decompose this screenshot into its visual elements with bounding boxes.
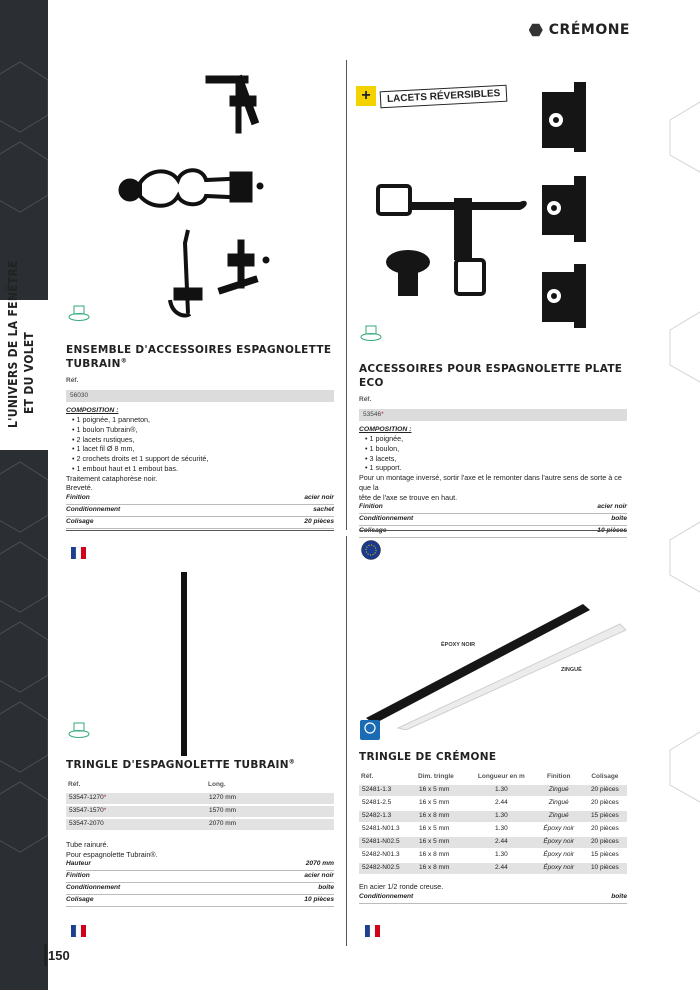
note: Breveté. (66, 483, 93, 493)
list-item: • 1 boulon, (365, 444, 627, 454)
page-number: 150 (48, 948, 70, 963)
rod-table (66, 778, 334, 832)
table-row: 53547-1570* 1570 mm (66, 806, 334, 817)
section-title-text: CRÉMONE (548, 22, 630, 38)
product-2-title: ACCESSOIRES POUR ESPAGNOLETTE PLATE ECO (359, 363, 623, 390)
sidebar-label (2, 260, 46, 440)
table-row: 52482-1.3 16 x 8 mm 1.30 Zingué 15 pièces (359, 811, 627, 822)
tubrain-logo (68, 305, 90, 321)
spec-row (359, 526, 627, 538)
ref-value: 53546* (359, 409, 627, 421)
table-row: 52481-1.3 16 x 5 mm 1.30 Zingué 20 pièces (359, 785, 627, 796)
spec-row: Colisage 20 pièces (66, 517, 334, 529)
product-4-title: TRINGLE DE CRÉMONE (359, 751, 497, 763)
note: tête de l'axe se trouve en haut. (359, 492, 458, 502)
list-item: • 1 embout haut et 1 embout bas. (72, 464, 334, 474)
made-in-france-icon (67, 920, 89, 942)
product-2 (359, 362, 627, 538)
spec-row: Conditionnement boîte (66, 883, 334, 895)
spec-row: Finition acier noir (359, 502, 627, 514)
composition-list (359, 434, 627, 473)
table-header: Réf. Long. (68, 781, 226, 789)
composition-title: COMPOSITION : (66, 407, 119, 415)
tubrain-logo (360, 325, 382, 341)
list-item: • 1 lacet fil Ø 8 mm, (72, 444, 334, 454)
badge-label: LACETS RÉVERSIBLES (380, 84, 508, 108)
note: Pour espagnolette Tubrain®. (66, 849, 158, 859)
spec-row: Conditionnement boîte (359, 514, 627, 526)
spec-row: Finition acier noir (66, 493, 334, 505)
made-in-france-icon (67, 542, 89, 564)
eu-certification-icon (361, 540, 381, 560)
column-divider (346, 60, 347, 530)
ref-label: Réf. (359, 396, 372, 404)
product-1 (66, 343, 334, 529)
plate-eco-accessories-image (370, 80, 615, 330)
product-1-title: ENSEMBLE D'ACCESSOIRES ESPAGNOLETTE TUBRAIN® (66, 344, 332, 371)
side-band (0, 0, 48, 990)
table-row: 53547-1270* 1270 mm (66, 793, 334, 804)
spec-row: Finition acier noir (66, 871, 334, 883)
list-item: • 3 lacets, (365, 454, 627, 464)
product-4 (359, 750, 627, 904)
espagnolette-accessories-image (110, 68, 280, 328)
ref-label: Réf. (66, 377, 79, 385)
hex-pattern-right (664, 0, 700, 990)
table-row: 52482-N01.3 16 x 8 mm 1.30 Époxy noir 15 pièces (362, 851, 619, 859)
sidebar-line-2: ET DU VOLET (22, 331, 36, 414)
sidebar-line-1: L'UNIVERS DE LA FENÊTRE (6, 260, 20, 428)
note: En acier 1/2 ronde creuse. (359, 881, 444, 891)
product-3 (66, 758, 334, 907)
table-row: 53547-2070 2070 mm (66, 819, 334, 830)
list-item: • 1 support. (365, 463, 627, 473)
plus-icon: + (356, 86, 376, 106)
tubrain-rod-image (178, 572, 190, 756)
section-rule (66, 530, 334, 531)
info-icon (360, 720, 380, 740)
hex-pattern (0, 0, 48, 990)
table-row: 52481-N02.5 16 x 5 mm 2.44 Époxy noir 20 pièces (359, 837, 627, 848)
spec-row: Conditionnement sachet (66, 505, 334, 517)
tubrain-logo (68, 722, 90, 738)
table-row: 52482-N02.5 16 x 8 mm 2.44 Époxy noir 10 pièces (359, 863, 627, 874)
product-3-title: TRINGLE D'ESPAGNOLETTE TUBRAIN® (66, 758, 296, 771)
list-item: • 2 crochets droits et 1 support de sécurité, (72, 454, 334, 464)
list-item: • 1 boulon Tubrain®, (72, 425, 334, 435)
spec-row: Hauteur 2070 mm (66, 859, 334, 871)
section-rule (359, 530, 627, 531)
composition-list (66, 415, 334, 473)
table-row: 52481-N01.3 16 x 5 mm 1.30 Époxy noir 20 pièces (362, 825, 619, 833)
made-in-france-icon (361, 920, 383, 942)
ref-value: 56030 (66, 390, 334, 402)
note: Tube rainuré. (66, 839, 109, 849)
hexagon-icon (529, 23, 543, 37)
spec-row: Colisage 10 pièces (66, 895, 334, 907)
spec-row: Conditionnement boîte (359, 892, 627, 904)
cremone-rods-image (358, 600, 628, 730)
right-band (664, 0, 700, 990)
composition-title: COMPOSITION : (359, 426, 412, 434)
column-divider-lower (346, 536, 347, 946)
epoxy-noir-tag: ÉPOXY NOIR (441, 642, 476, 648)
note: Pour un montage inversé, sortir l'axe et le remonter dans l'autre sens de sorte à ce que la (359, 473, 622, 492)
table-header: Réf. Dim. tringle Longueur en m Finition Colisage (361, 773, 619, 781)
section-title (529, 22, 630, 38)
list-item: • 1 poignée, (365, 434, 627, 444)
table-row: 52481-2.5 16 x 5 mm 2.44 Zingué 20 pièces (362, 799, 619, 807)
page-number-bar (44, 944, 47, 966)
note: Traitement cataphorèse noir. (66, 473, 158, 483)
list-item: • 2 lacets rustiques, (72, 435, 334, 445)
cremone-table (359, 770, 627, 876)
zingue-tag: ZINGUÉ (561, 667, 582, 673)
list-item: • 1 poignée, 1 panneton, (72, 415, 334, 425)
